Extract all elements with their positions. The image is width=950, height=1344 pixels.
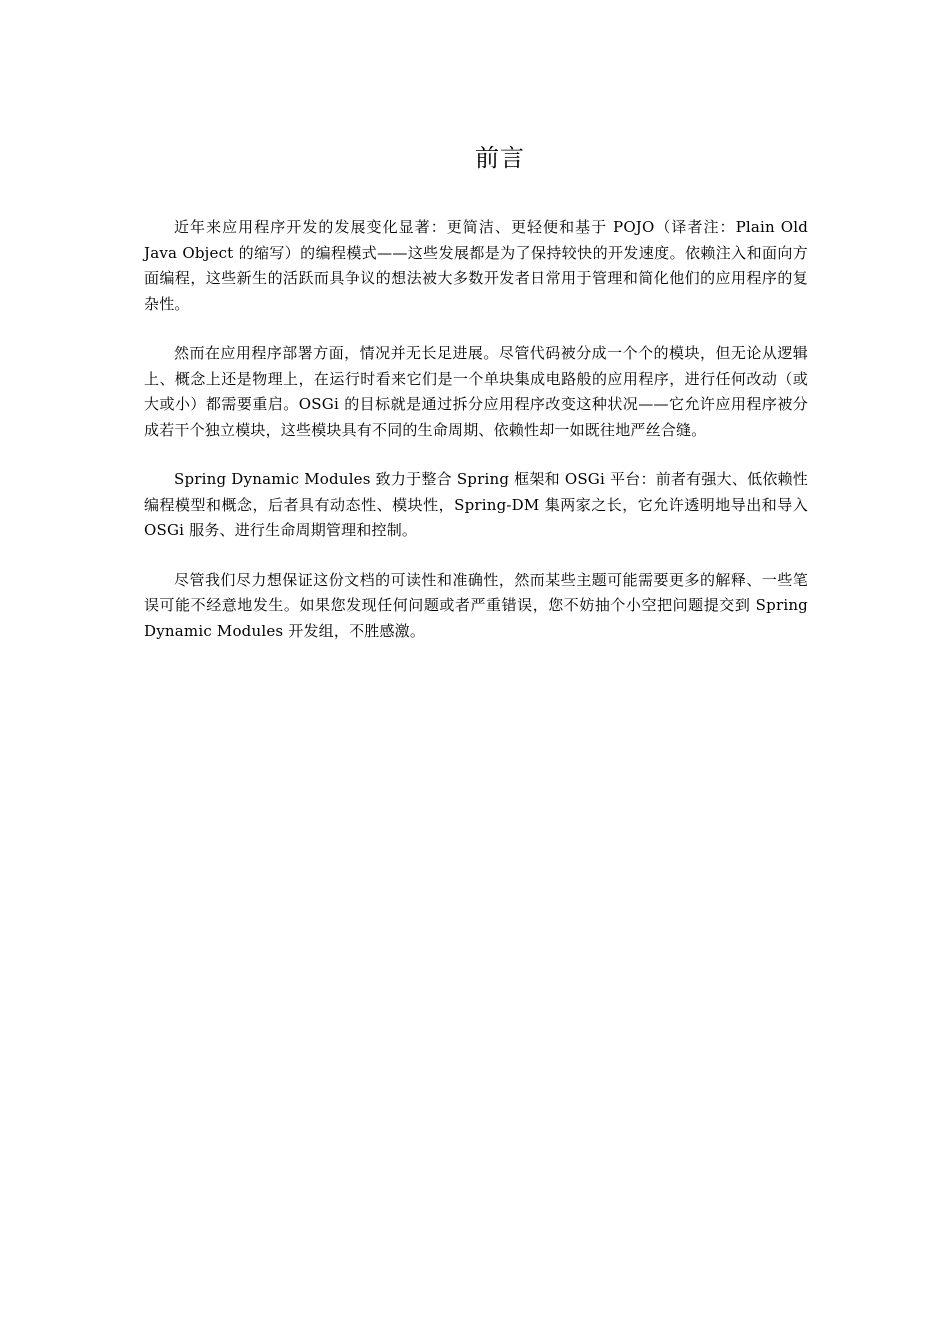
paragraph-intro: 近年来应用程序开发的发展变化显著：更简洁、更轻便和基于 POJO（译者注：Plain Old Java Object 的缩写）的编程模式——这些发展都是为了保持较快的开发速度。依赖注入和面向方面编程，这些新生的活跃而具争议的想法被大多数开发者日常用于管理和简化他们的应用程序的复杂性。 (144, 218, 808, 313)
document-body (144, 215, 808, 668)
paragraph-spring-dm: Spring Dynamic Modules 致力于整合 Spring 框架和 OSGi 平台：前者有强大、低依赖性编程模型和概念，后者具有动态性、模块性，Spring-DM 集两家之长，它允许透明地导出和导入 OSGi 服务、进行生命周期管理和控制。 (144, 470, 808, 539)
paragraph-feedback: 尽管我们尽力想保证这份文档的可读性和准确性，然而某些主题可能需要更多的解释、一些笔误可能不经意地发生。如果您发现任何问题或者严重错误，您不妨抽个小空把问题提交到 Spring Dynamic Modules 开发组，不胜感激。 (144, 570, 808, 640)
paragraph-deployment: 然而在应用程序部署方面，情况并无长足进展。尽管代码被分成一个个的模块，但无论从逻辑上、概念上还是物理上，在运行时看来它们是一个单块集成电路般的应用程序，进行任何改动（或大或小）都需要重启。OSGi 的目标就是通过拆分应用程序改变这种状况——它允许应用程序被分成若干个独立模块，这些模块具有不同的生命周期、依赖性却一如既往地严丝合缝。 (144, 344, 808, 439)
page-title: 前言 (475, 144, 525, 172)
